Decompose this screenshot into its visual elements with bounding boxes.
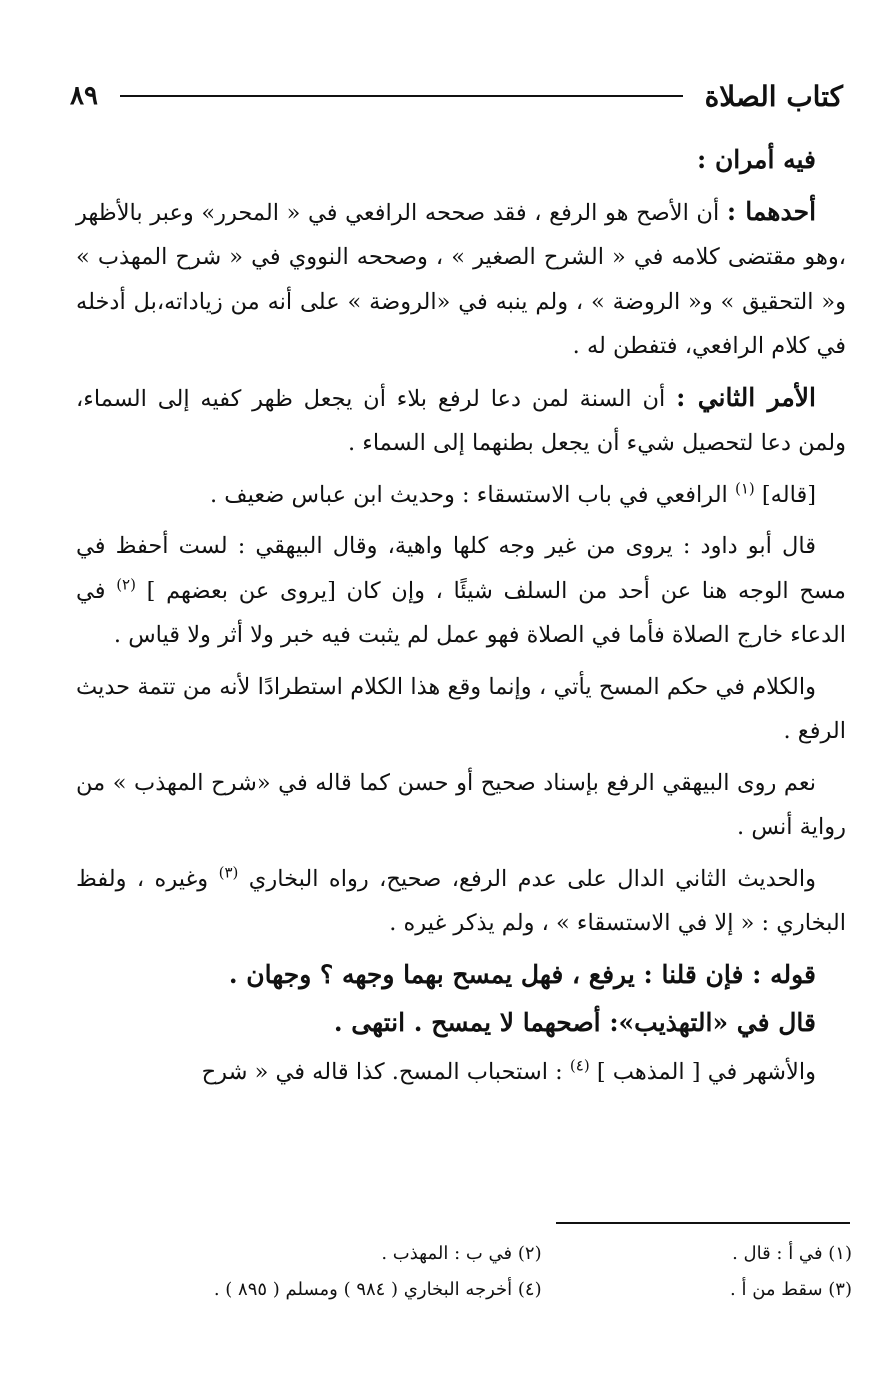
bold-statement-2: قال في «التهذيب»: أصحهما لا يمسح . انتهى . bbox=[333, 1008, 816, 1037]
bold-statement-1: قوله : فإن قلنا : يرفع ، فهل يمسح بهما وجهه ؟ وجهان . bbox=[228, 959, 816, 989]
page-number: ٨٩ bbox=[70, 81, 98, 111]
paragraph-second-hadith bbox=[76, 857, 846, 946]
paragraph-rafii-citation bbox=[76, 473, 846, 518]
footnote-4: (٤) أخرجه البخاري ( ٩٨٤ ) ومسلم ( ٨٩٥ ) . bbox=[213, 1279, 542, 1300]
paragraph-first-matter bbox=[76, 190, 846, 369]
madhhab-text-1: والأشهر في [ المذهب ] bbox=[596, 1058, 816, 1085]
second-hadith-text-2: وغيره ، ولفظ البخاري : « إلا في الاستسقاء » ، ولم يذكر غيره . bbox=[76, 865, 846, 936]
paragraph-bayhaqi: نعم روى البيهقي الرفع بإسناد صحيح أو حسن كما قاله في «شرح المهذب » من رواية أنس . bbox=[76, 769, 846, 840]
citation-bracket: [قاله] bbox=[761, 481, 816, 508]
footnote-2: (٢) في ب : المهذب . bbox=[381, 1243, 542, 1264]
footnotes bbox=[76, 1236, 852, 1308]
running-title: كتاب الصلاة bbox=[704, 79, 843, 113]
paragraph-second-matter bbox=[76, 376, 846, 466]
first-matter-text: أن الأصح هو الرفع ، فقد صححه الرافعي في « المحرر» وعبر بالأظهر ،وهو مقتضى كلامه في « الشرح الصغير » ، وصححه النووي في « شرح المهذب » و« التحقيق » و« الروضة » ، ولم ينبه في «الروضة » على أنه من زياداته،بل أدخله في كلام الرافعي، فتفطن له . bbox=[76, 199, 846, 359]
second-matter-text: أن السنة لمن دعا لرفع بلاء أن يجعل ظهر كفيه إلى السماء، ولمن دعا لتحصيل شيء أن يجعل بطنهما إلى السماء . bbox=[76, 385, 846, 456]
footnote-ref-3: (٣) bbox=[218, 863, 239, 881]
footnote-ref-2: (٢) bbox=[116, 575, 136, 593]
second-matter-lead: الأمر الثاني : bbox=[676, 382, 816, 412]
page-header bbox=[70, 74, 843, 118]
footnote-row bbox=[76, 1272, 852, 1308]
first-matter-lead: أحدهما : bbox=[726, 196, 817, 226]
citation-text: الرافعي في باب الاستسقاء : وحديث ابن عباس ضعيف . bbox=[209, 481, 728, 508]
footnote-rule bbox=[556, 1222, 850, 1224]
footnote-1: (١) في أ : قال . bbox=[732, 1243, 852, 1264]
footnote-ref-1: (١) bbox=[734, 479, 755, 497]
paragraph-madhhab bbox=[76, 1050, 846, 1095]
abu-dawud-text-1: قال أبو داود : يروى من غير وجه كلها واهية، وقال البيهقي : لست أحفظ في مسح الوجه هنا عن أحد من السلف شيئًا ، وإن كان [يروى عن بعضهم ] bbox=[76, 533, 846, 604]
header-rule bbox=[120, 95, 683, 97]
madhhab-text-2: : استحباب المسح. كذا قاله في « شرح bbox=[201, 1058, 563, 1085]
second-hadith-text-1: والحديث الثاني الدال على عدم الرفع، صحيح، رواه البخاري bbox=[248, 865, 816, 892]
main-text bbox=[76, 138, 846, 1101]
paragraph-digression: والكلام في حكم المسح يأتي ، وإنما وقع هذا الكلام استطرادًا لأنه من تتمة حديث الرفع . bbox=[76, 673, 846, 744]
paragraph-abu-dawud bbox=[76, 524, 846, 658]
footnote-row bbox=[76, 1236, 852, 1272]
footnote-ref-4: (٤) bbox=[569, 1056, 590, 1074]
abu-dawud-text-2: في الدعاء خارج الصلاة فأما في الصلاة فهو عمل لم يثبت فيه خبر ولا أثر ولا قياس . bbox=[76, 577, 846, 648]
footnote-3: (٣) سقط من أ . bbox=[730, 1279, 852, 1300]
intro-heading: فيه أمران : bbox=[697, 145, 816, 174]
